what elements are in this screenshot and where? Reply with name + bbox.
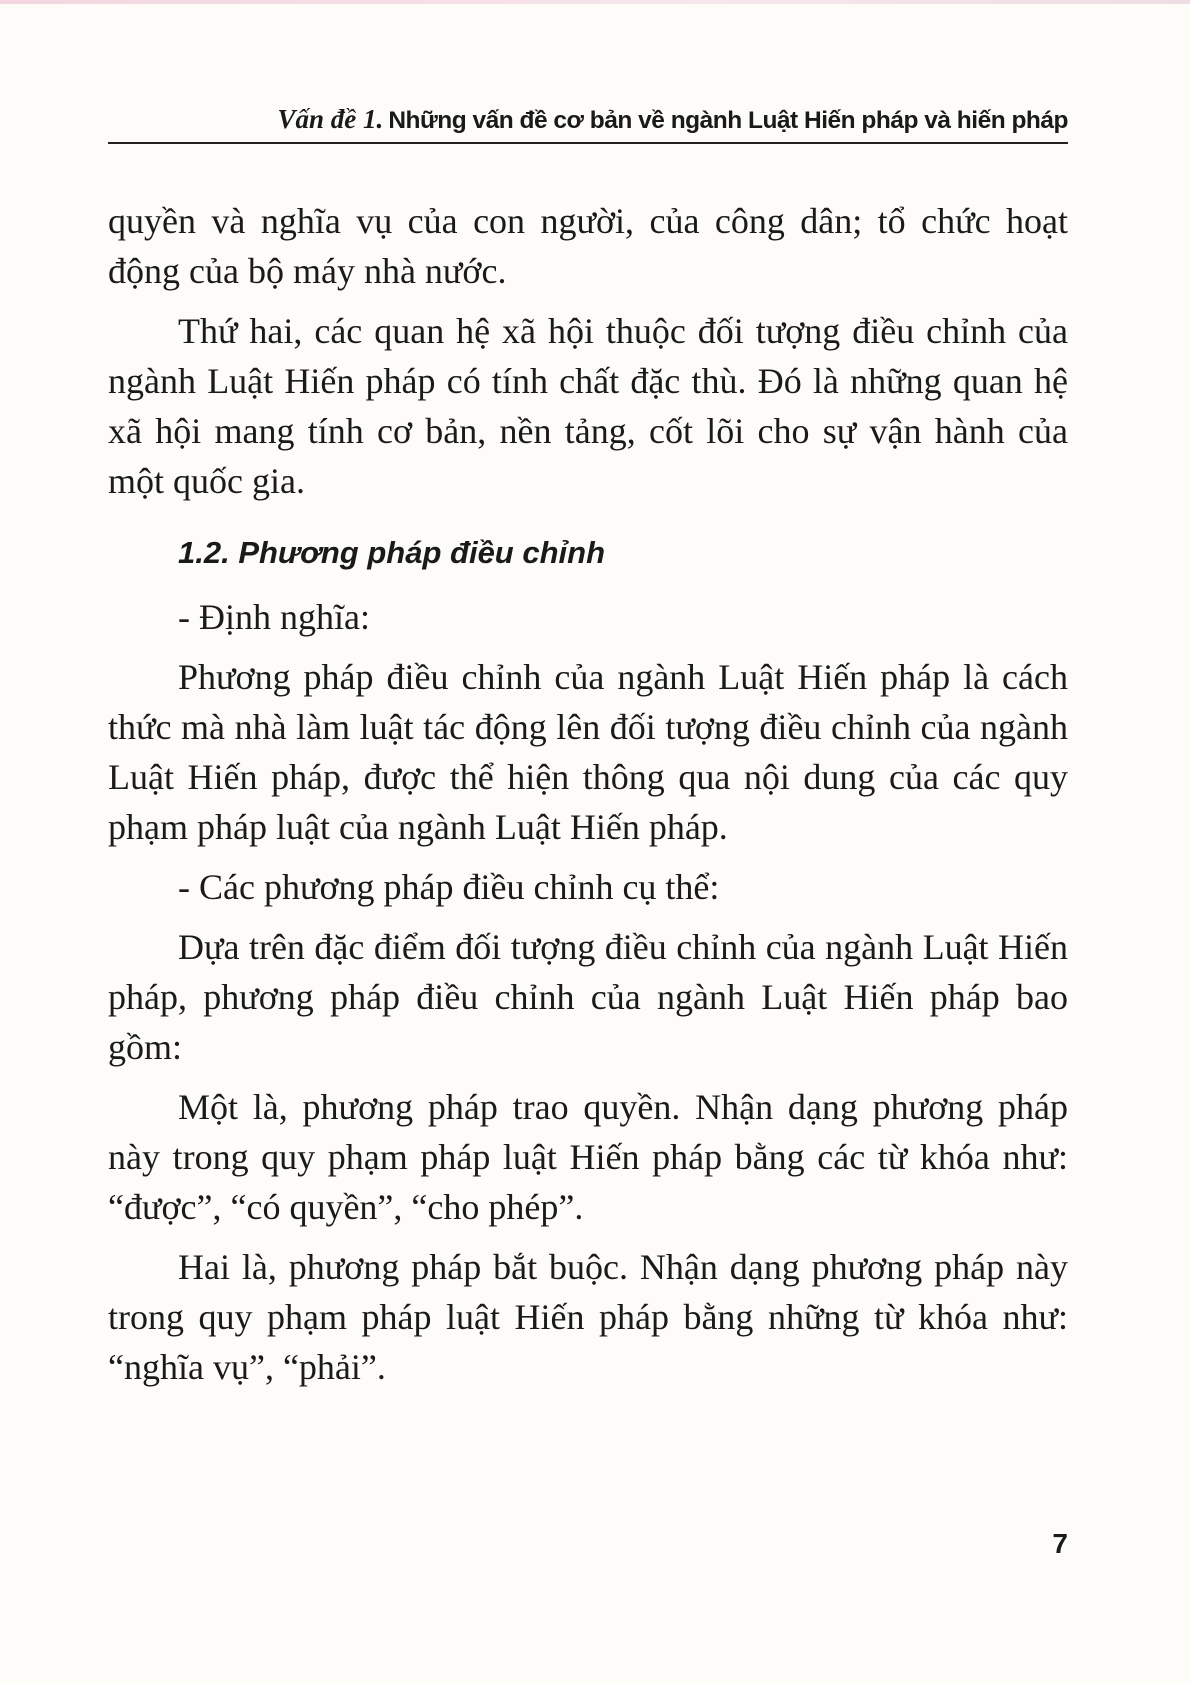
definition-label: - Định nghĩa: — [178, 597, 370, 637]
paragraph-continued: quyền và nghĩa vụ của con người, của công dân; tổ chức hoạt động của bộ máy nhà nước. — [108, 201, 1068, 291]
header-chapter: Vấn đề 1. — [277, 104, 384, 134]
methods-intro: Dựa trên đặc điểm đối tượng điều chỉnh của ngành Luật Hiến pháp, phương pháp điều chỉnh của ngành Luật Hiến pháp bao gồm: — [108, 927, 1068, 1067]
definition-text: Phương pháp điều chỉnh của ngành Luật Hiến pháp là cách thức mà nhà làm luật tác động lên đối tượng điều chỉnh của ngành Luật Hiến pháp, được thể hiện thông qua nội dung của các quy phạm pháp luật của ngành Luật Hiến pháp. — [108, 657, 1068, 847]
book-page — [108, 0, 1068, 1684]
paragraph-thu-hai: Thứ hai, các quan hệ xã hội thuộc đối tượng điều chỉnh của ngành Luật Hiến pháp có tính chất đặc thù. Đó là những quan hệ xã hội mang tính cơ bản, nền tảng, cốt lõi cho sự vận hành của một quốc gia. — [108, 311, 1068, 501]
running-header — [108, 104, 1068, 144]
section-heading: 1.2. Phương pháp điều chỉnh — [178, 535, 606, 570]
header-title: Những vấn đề cơ bản về ngành Luật Hiến pháp và hiến pháp — [388, 107, 1068, 134]
method-two: Hai là, phương pháp bắt buộc. Nhận dạng phương pháp này trong quy phạm pháp luật Hiến pháp bằng những từ khóa như: “nghĩa vụ”, “phải”. — [108, 1247, 1068, 1387]
page-content — [108, 196, 1068, 1402]
page-number: 7 — [1052, 1528, 1068, 1559]
methods-label: - Các phương pháp điều chỉnh cụ thể: — [178, 867, 720, 907]
method-one: Một là, phương pháp trao quyền. Nhận dạng phương pháp này trong quy phạm pháp luật Hiến pháp bằng các từ khóa như: “được”, “có quyền”, “cho phép”. — [108, 1087, 1068, 1227]
